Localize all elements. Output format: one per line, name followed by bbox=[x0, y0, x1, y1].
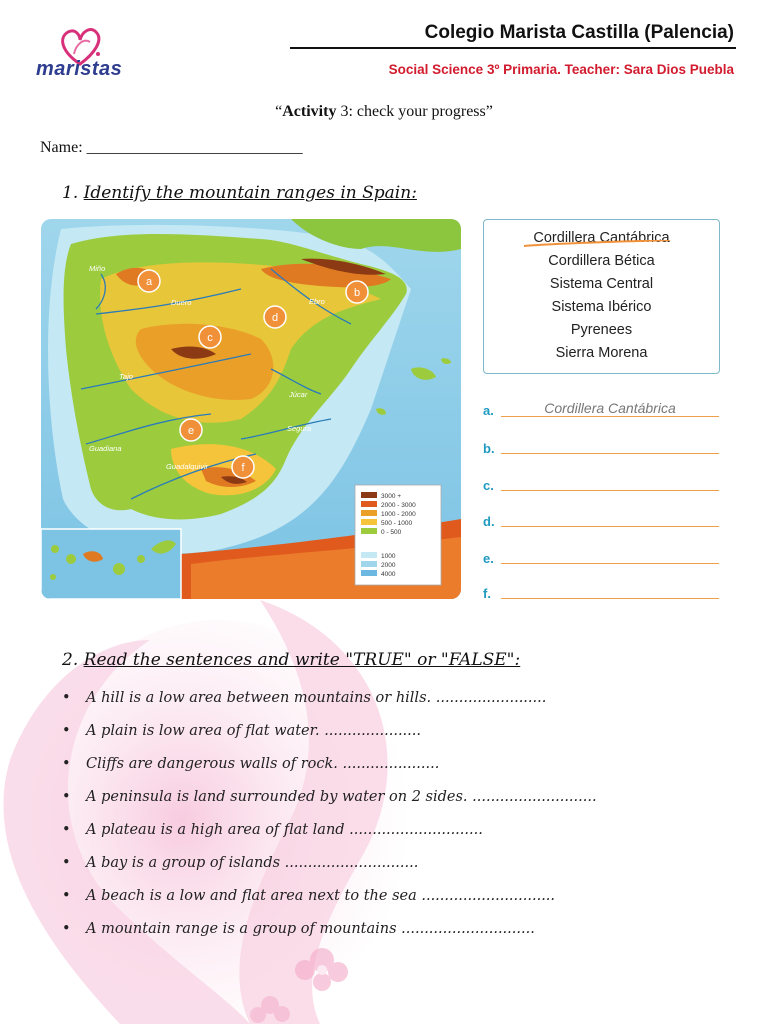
answer-line-b[interactable] bbox=[501, 453, 719, 454]
river-label: Guadalquivir bbox=[166, 462, 209, 471]
word-bank-item: Pyrenees bbox=[570, 322, 633, 338]
svg-text:1000: 1000 bbox=[381, 553, 396, 560]
river-label: Guadiana bbox=[89, 444, 122, 453]
river-label: Duero bbox=[171, 298, 192, 307]
river-label: Ebro bbox=[309, 297, 325, 306]
svg-text:c: c bbox=[207, 332, 213, 344]
subject-line: Social Science 3º Primaria. Teacher: Sara Dios Puebla bbox=[388, 62, 734, 77]
statement-item[interactable]: • A mountain range is a group of mountains ............................. bbox=[62, 921, 535, 937]
bullet-icon: • bbox=[62, 921, 71, 937]
word-bank-item: Sistema Ibérico bbox=[551, 299, 652, 315]
answer-label-f: f. bbox=[483, 586, 491, 601]
map-marker-b bbox=[346, 281, 368, 303]
map-legend bbox=[355, 485, 441, 585]
river-label: Júcar bbox=[289, 390, 308, 399]
word-bank bbox=[483, 219, 720, 374]
svg-text:1000 - 2000: 1000 - 2000 bbox=[381, 511, 416, 518]
answer-line-e[interactable] bbox=[501, 563, 719, 564]
svg-text:f: f bbox=[241, 462, 245, 474]
logo-text: maristas bbox=[36, 58, 123, 80]
bullet-icon: • bbox=[62, 690, 71, 706]
map-marker-e bbox=[180, 419, 202, 441]
name-field[interactable] bbox=[40, 139, 303, 157]
svg-text:b: b bbox=[353, 287, 361, 299]
river-label: Miño bbox=[89, 264, 106, 273]
word-bank-item: Cordillera Cantábrica bbox=[533, 230, 670, 246]
river-label: Tajo bbox=[119, 372, 133, 381]
statement-item[interactable]: • A bay is a group of islands ............................. bbox=[62, 855, 419, 871]
question-1-title: 1. Identify the mountain ranges in Spain: bbox=[62, 183, 417, 203]
bullet-icon: • bbox=[62, 822, 71, 838]
word-bank-item: Cordillera Bética bbox=[548, 253, 655, 269]
header-divider bbox=[290, 47, 736, 49]
spain-relief-map bbox=[41, 219, 461, 599]
statement-list bbox=[60, 690, 597, 954]
answer-label-c: c. bbox=[483, 478, 494, 493]
statement-item[interactable]: • A peninsula is land surrounded by water on 2 sides. ........................... bbox=[62, 789, 597, 805]
svg-text:4000: 4000 bbox=[381, 571, 396, 578]
answer-label-d: d. bbox=[483, 514, 495, 529]
answer-label-b: b. bbox=[483, 441, 495, 456]
svg-text:e: e bbox=[187, 425, 195, 437]
bullet-icon: • bbox=[62, 723, 71, 739]
answer-a-value: Cordillera Cantábrica bbox=[544, 400, 676, 416]
answer-line-d[interactable] bbox=[501, 526, 719, 527]
statement-item[interactable]: • A plateau is a high area of flat land ............................. bbox=[62, 822, 483, 838]
svg-text:3000 +: 3000 + bbox=[381, 493, 402, 500]
statement-item[interactable]: • A hill is a low area between mountains or hills. ........................ bbox=[62, 690, 547, 706]
bullet-icon: • bbox=[62, 756, 71, 772]
answer-line-a[interactable] bbox=[501, 416, 719, 417]
map-marker-c bbox=[199, 326, 221, 348]
statement-item[interactable]: • Cliffs are dangerous walls of rock. ..................... bbox=[62, 756, 440, 772]
activity-title: “Activity 3: check your progress” bbox=[275, 103, 493, 120]
river-label: Segura bbox=[287, 424, 312, 433]
svg-text:2000: 2000 bbox=[381, 562, 396, 569]
map-marker-a bbox=[138, 270, 160, 292]
statement-item[interactable]: • A plain is low area of flat water. ..................... bbox=[62, 723, 421, 739]
bullet-icon: • bbox=[62, 855, 71, 871]
map-marker-f bbox=[232, 456, 254, 478]
svg-text:500 - 1000: 500 - 1000 bbox=[381, 520, 413, 527]
question-2-title: 2. Read the sentences and write "TRUE" or "FALSE": bbox=[62, 650, 521, 670]
statement-item[interactable]: • A beach is a low and flat area next to the sea ............................. bbox=[62, 888, 556, 904]
name-label: Name: bbox=[40, 139, 83, 156]
map-marker-d bbox=[264, 306, 286, 328]
svg-text:a: a bbox=[145, 276, 153, 288]
word-bank-item: Sierra Morena bbox=[555, 345, 648, 361]
answer-line-c[interactable] bbox=[501, 490, 719, 491]
answer-label-e: e. bbox=[483, 551, 494, 566]
name-blank: ___________________________ bbox=[86, 139, 303, 156]
school-name: Colegio Marista Castilla (Palencia) bbox=[424, 22, 734, 43]
bullet-icon: • bbox=[62, 789, 71, 805]
svg-text:0 - 500: 0 - 500 bbox=[381, 529, 402, 536]
svg-text:d: d bbox=[271, 312, 279, 324]
answer-label-a: a. bbox=[483, 403, 494, 418]
svg-text:2000 - 3000: 2000 - 3000 bbox=[381, 502, 416, 509]
strike-through-mark bbox=[522, 240, 672, 248]
answer-line-f[interactable] bbox=[501, 598, 719, 599]
bullet-icon: • bbox=[62, 888, 71, 904]
word-bank-item: Sistema Central bbox=[549, 276, 654, 292]
